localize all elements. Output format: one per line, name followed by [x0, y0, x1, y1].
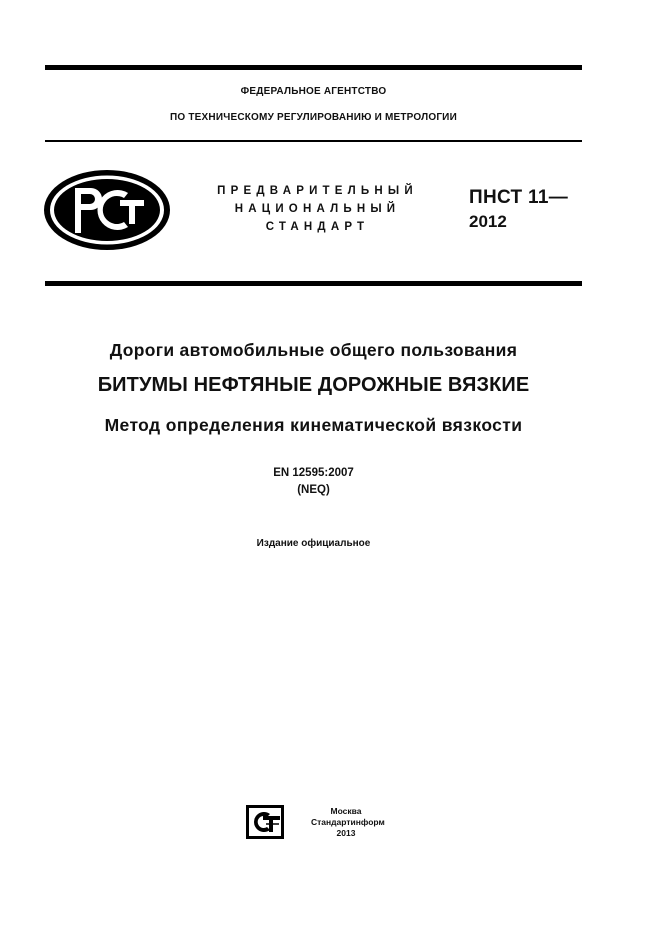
agency-line-1: ФЕДЕРАЛЬНОЕ АГЕНТСТВО	[240, 86, 387, 97]
reference-equivalence: (NEQ)	[297, 484, 330, 496]
title-line-3: Метод определения кинематической вязкости	[104, 415, 523, 435]
reference-standard: EN 12595:2007	[273, 467, 354, 479]
title-line-2: БИТУМЫ НЕФТЯНЫЕ ДОРОЖНЫЕ ВЯЗКИЕ	[97, 374, 530, 396]
title-line-1: Дороги автомобильные общего пользования	[109, 340, 518, 360]
publisher-city: Москва	[330, 806, 362, 816]
standard-code: ПНСТ 11—	[469, 187, 568, 208]
standard-type-line-1: ПРЕДВАРИТЕЛЬНЫЙ	[217, 185, 418, 197]
top-rule	[45, 65, 582, 70]
edition-label: Издание официальное	[256, 538, 371, 549]
standard-year: 2012	[469, 212, 507, 231]
agency-line-2: ПО ТЕХНИЧЕСКОМУ РЕГУЛИРОВАНИЮ И МЕТРОЛОГИИ	[170, 112, 457, 123]
rst-emblem-icon	[42, 168, 172, 252]
middle-rule	[45, 281, 582, 286]
standartinform-logo-icon	[246, 805, 284, 839]
publisher-year: 2013	[336, 828, 356, 838]
header-rule	[45, 140, 582, 142]
standard-type-line-2: НАЦИОНАЛЬНЫЙ	[234, 203, 401, 215]
standard-type-line-3: СТАНДАРТ	[265, 221, 370, 233]
publisher-name: Стандартинформ	[311, 817, 385, 827]
